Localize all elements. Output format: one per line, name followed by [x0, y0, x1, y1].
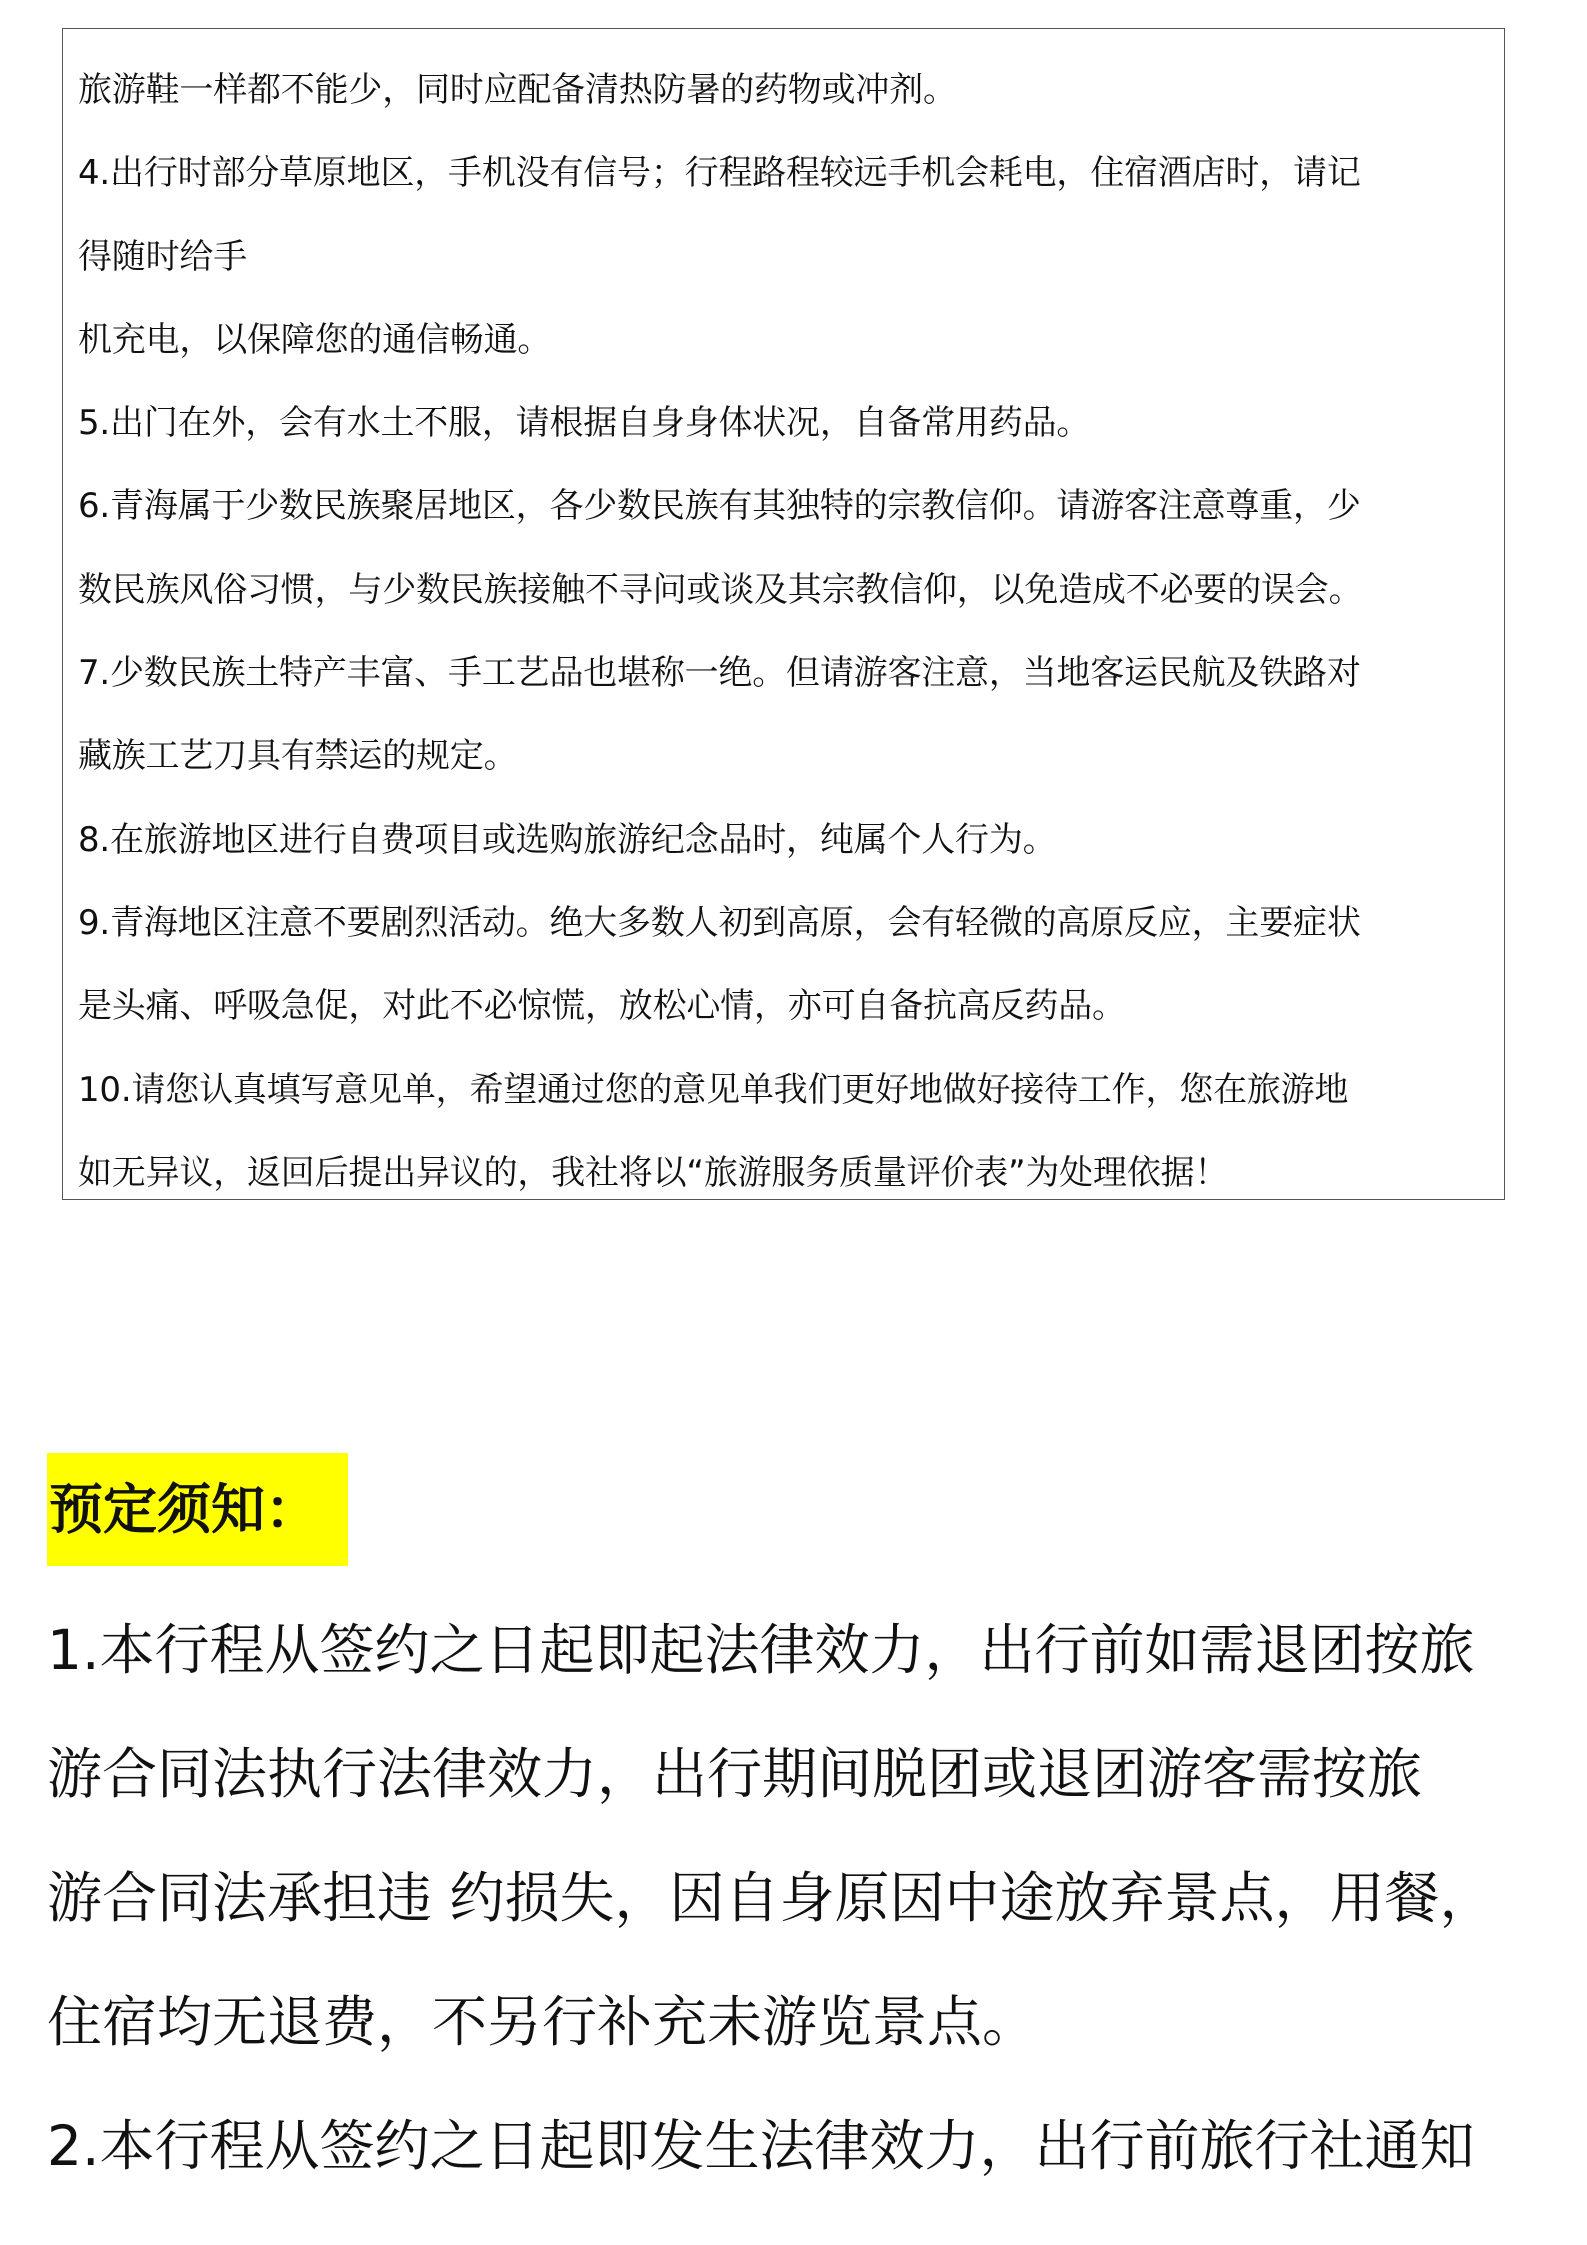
booking-notice-heading: 预定须知：	[47, 1453, 348, 1566]
note-line: 5.出门在外，会有水土不服，请根据自身身体状况，自备常用药品。	[78, 403, 1091, 444]
note-line: 机充电，以保障您的通信畅通。	[78, 319, 552, 360]
booking-notice-body	[47, 1588, 1577, 2208]
note-line: 得随时给手	[78, 236, 247, 277]
note-line: 6.青海属于少数民族聚居地区，各少数民族有其独特的宗教信仰。请游客注意尊重，少	[78, 486, 1361, 527]
note-line: 8.在旅游地区进行自费项目或选购旅游纪念品时，纯属个人行为。	[78, 819, 1057, 860]
note-line: 是头痛、呼吸急促，对此不必惊慌，放松心情，亦可自备抗高反药品。	[78, 986, 1126, 1027]
booking-line: 游合同法承担违 约损失，因自身原因中途放弃景点，用餐，	[47, 1866, 1495, 1930]
note-line: 10.请您认真填写意见单，希望通过您的意见单我们更好地做好接待工作，您在旅游地	[78, 1069, 1349, 1110]
note-line: 数民族风俗习惯，与少数民族接触不寻问或谈及其宗教信仰，以免造成不必要的误会。	[78, 569, 1363, 610]
booking-line: 住宿均无退费，不另行补充未游览景点。	[47, 1990, 1038, 2054]
note-line: 7.少数民族土特产丰富、手工艺品也堪称一绝。但请游客注意，当地客运民航及铁路对	[78, 653, 1361, 694]
note-line: 4.出行时部分草原地区，手机没有信号；行程路程较远手机会耗电，住宿酒店时，请记	[78, 153, 1361, 194]
note-line: 9.青海地区注意不要剧烈活动。绝大多数人初到高原，会有轻微的高原反应，主要症状	[78, 902, 1361, 943]
note-line: 如无异议，返回后提出异议的，我社将以“旅游服务质量评价表”为处理依据！	[78, 1152, 1229, 1193]
note-line: 藏族工艺刀具有禁运的规定。	[78, 736, 518, 777]
booking-line: 2.本行程从签约之日起即发生法律效力，出行前旅行社通知	[47, 2114, 1475, 2178]
note-line: 旅游鞋一样都不能少，同时应配备清热防暑的药物或冲剂。	[78, 70, 957, 110]
booking-line: 游合同法执行法律效力，出行期间脱团或退团游客需按旅	[47, 1742, 1423, 1806]
travel-notes-box	[62, 28, 1505, 1200]
booking-line: 1.本行程从签约之日起即起法律效力，出行前如需退团按旅	[47, 1618, 1475, 1682]
